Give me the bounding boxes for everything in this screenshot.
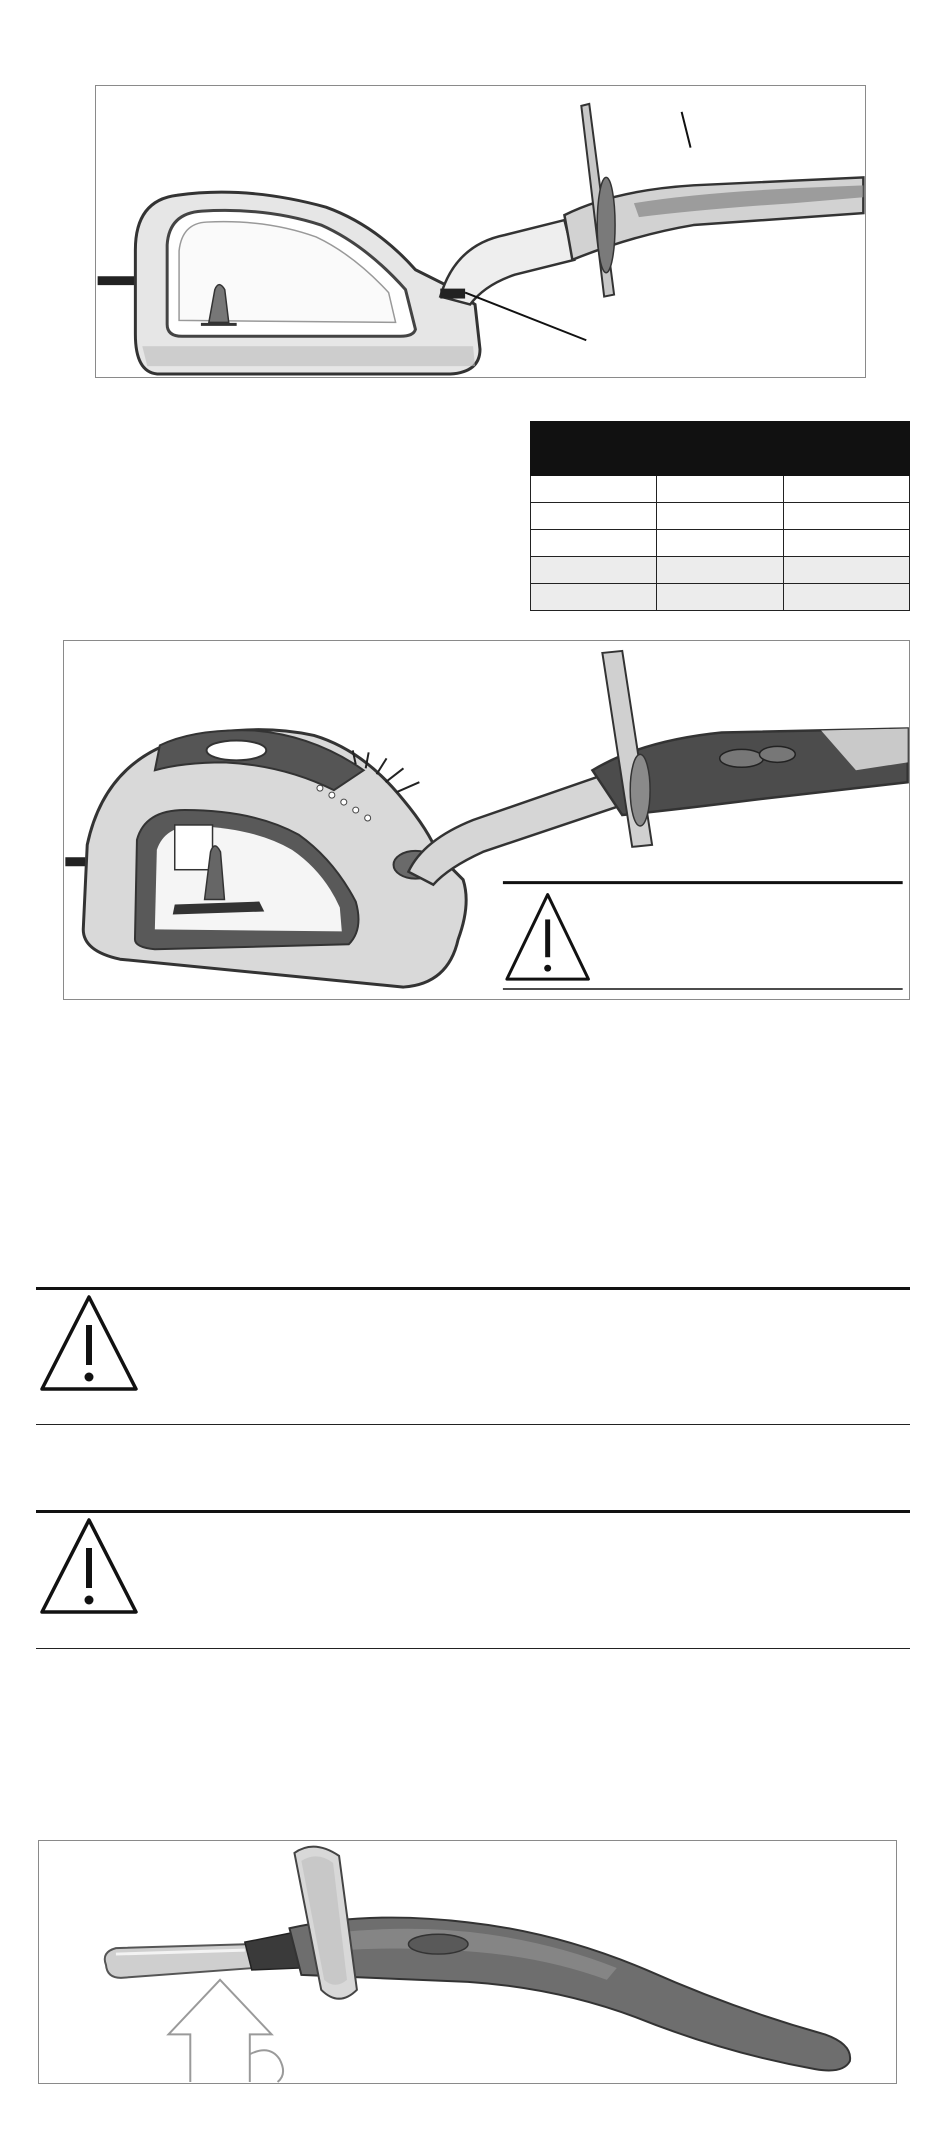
warning-rule-bottom [36,1424,910,1426]
table-cell [657,476,783,503]
table-cell [783,557,909,584]
table-cell [783,476,909,503]
table-row [531,476,910,503]
table-cell [783,503,909,530]
figure-handpiece-light-guide-insertion [38,1840,897,2084]
spec-table [530,421,910,611]
table-cell [531,503,657,530]
handpiece-illustration [39,1841,896,2083]
spec-table-header-cell [531,422,657,476]
warning-triangle-icon [38,1516,140,1616]
spec-table-header-cell [783,422,909,476]
charging-base-illustration [96,86,865,377]
figure-charging-base-side-view [95,85,866,378]
table-cell [783,584,909,611]
warning-triangle-icon [38,1293,140,1393]
table-cell [531,584,657,611]
warning-rule-bottom [36,1648,910,1650]
insertion-arrow-icon [168,1980,283,2082]
table-cell [657,503,783,530]
table-row [531,530,910,557]
table-cell [531,476,657,503]
table-cell [783,530,909,557]
spec-table-header [531,422,910,476]
table-cell [657,584,783,611]
table-cell [657,530,783,557]
warning-triangle-icon [507,895,589,980]
warning-rule-top [36,1510,910,1513]
table-cell [531,557,657,584]
figure-charging-base-indicator-lights [63,640,910,1000]
warning-rule-top [36,1287,910,1290]
callout-line-handpiece [682,112,691,148]
table-row [531,584,910,611]
table-row [531,557,910,584]
table-row [531,503,910,530]
table-cell [531,530,657,557]
warning-block [36,1510,910,1649]
callout-line-cradle [465,293,586,341]
spec-table-header-cell [657,422,783,476]
warning-block [36,1287,910,1425]
charging-base-lights-illustration [64,641,909,999]
table-cell [657,557,783,584]
